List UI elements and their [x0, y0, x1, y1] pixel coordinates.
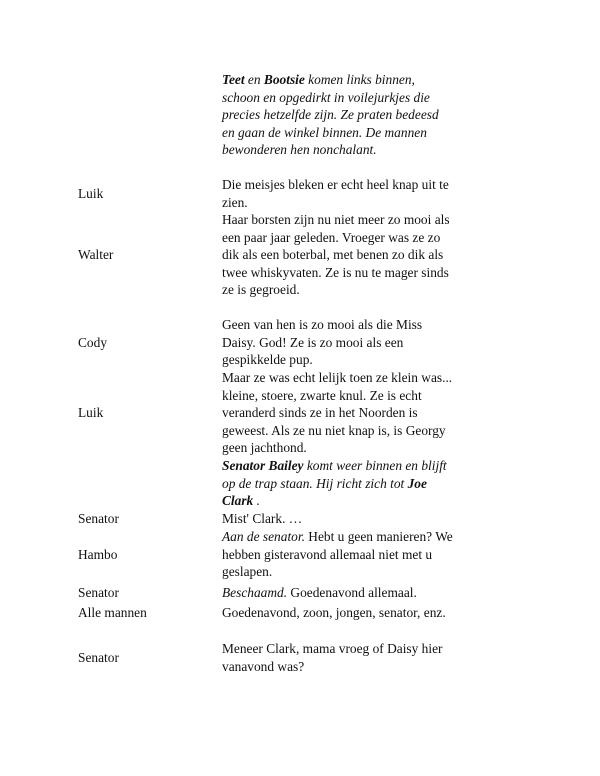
- script-row: [0, 211, 454, 299]
- dialogue-line: Haar borsten zijn nu niet meer zo mooi als een paar jaar geleden. Vroeger was ze zo dik als een boterbal, met benen zo dik als twee whiskyvaten. Ze is nu te mager sinds ze is gegroeid.: [222, 212, 450, 297]
- speaker-name: Cody: [78, 334, 108, 350]
- script-row: [0, 640, 454, 675]
- dialogue-line: Die meisjes bleken er echt heel knap uit te zien.: [222, 177, 449, 210]
- stage-direction: Senator Bailey komt weer binnen en blijft op de trap staan. Hij richt zich tot Joe Clark .: [222, 458, 447, 508]
- dialogue-line: Aan de senator. Hebt u geen manieren? We hebben gisteravond allemaal niet met u geslapen.: [222, 529, 453, 579]
- speaker-name: Walter: [78, 247, 114, 262]
- character-name: Joe Clark: [222, 475, 427, 508]
- speaker-name: Senator: [78, 511, 119, 526]
- speaker-name: Hambo: [78, 546, 118, 562]
- stage-direction: Beschaamd.: [222, 585, 288, 600]
- script-row: [0, 457, 454, 510]
- script-row: [0, 369, 454, 457]
- dialogue-line: Geen van hen is zo mooi als die Miss Daisy. God! Ze is zo mooi als een gespikkelde pup.: [222, 317, 423, 367]
- stage-direction: Teet en Bootsie komen links binnen, schoon en opgedirkt in voilejurkjes die precies hetzelfde zijn. Ze praten bedeesd en gaan de winkel binnen. De mannen bewonderen hen nonchalant.: [222, 72, 439, 157]
- speaker-name: Senator: [78, 585, 119, 600]
- script-row: [0, 510, 454, 528]
- speaker-name: Luik: [78, 185, 104, 201]
- character-name: Bootsie: [263, 72, 305, 87]
- dialogue-line: Meneer Clark, mama vroeg of Daisy hier vanavond was?: [222, 641, 443, 674]
- script-row: [0, 528, 454, 581]
- dialogue-line: Mist' Clark. …: [222, 511, 303, 526]
- dialogue-line: Goedenavond, zoon, jongen, senator, enz.: [222, 605, 446, 620]
- script-row: [0, 604, 454, 622]
- script-row: [0, 316, 454, 369]
- script-row: [0, 584, 454, 602]
- speaker-name: Alle mannen: [78, 605, 147, 620]
- character-name: Senator Bailey: [222, 458, 304, 473]
- speaker-name: Luik: [78, 405, 104, 420]
- script-row: [0, 176, 454, 211]
- character-name: Teet: [222, 72, 245, 87]
- dialogue-line: Beschaamd. Goedenavond allemaal.: [222, 585, 417, 600]
- dialogue-line: Maar ze was echt lelijk toen ze klein was... kleine, stoere, zwarte knul. Ze is echt veranderd sinds ze in het Noorden is geweest. Als ze nu niet knap is, is Georgy geen jachthond.: [222, 370, 453, 455]
- speaker-name: Senator: [78, 649, 119, 665]
- script-row: [0, 71, 454, 159]
- stage-direction: Aan de senator.: [222, 529, 305, 544]
